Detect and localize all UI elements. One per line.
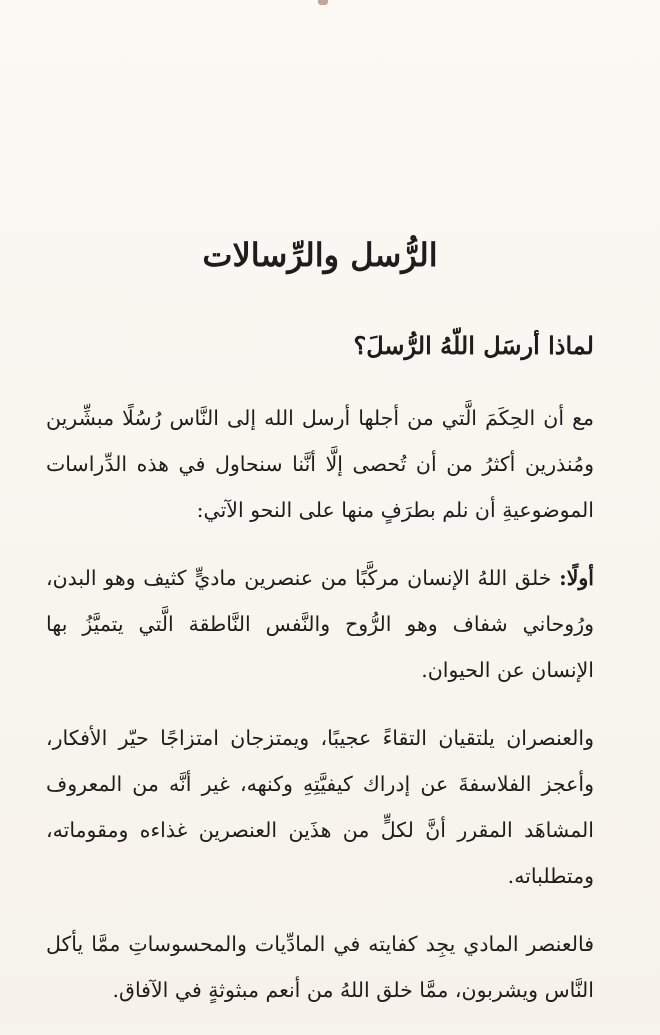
paragraph-2-text: خلق اللهُ الإنسان مركَّبًا من عنصرين ماديٍّ كثيف وهو البدن، ورُوحاني شفاف وهو الرُّوح والنَّفس النَّاطقة الَّتي يتميَّزُ بها الإنسان عن الحيوان. xyxy=(46,566,594,683)
section-heading: لماذا أرسَل اللّهُ الرُّسلَ؟ xyxy=(353,331,594,361)
chapter-title: الرُّسل والرِّسالات xyxy=(202,236,438,274)
paragraph-4-text: فالعنصر المادي يجِد كفايته في المادِّيات والمحسوساتِ ممَّا يأكل النَّاس ويشربون، ممَّا خلق اللهُ من أنعم مبثوثةٍ في الآفاق. xyxy=(46,932,594,1003)
paragraph-1-text: مع أن الحِكَمَ الَّتي من أجلها أرسل الله إلى النَّاس رُسُلًا مبشِّرين ومُنذرين أكثرُ من أن تُحصى إلَّا أنَّنا سنحاول في هذه الدِّراسات الموضوعيةِ أن نلم بطرَفٍ منها على النحو الآتي: xyxy=(46,406,594,523)
paragraph-2-lead: أولًا: xyxy=(559,566,594,591)
page-top-mark xyxy=(318,0,328,5)
page-content xyxy=(46,236,594,1035)
paragraph-3 xyxy=(46,715,594,899)
paragraph-2 xyxy=(46,555,594,693)
paragraph-1 xyxy=(46,395,594,533)
paragraph-4 xyxy=(46,921,594,1013)
paragraph-3-text: والعنصران يلتقيان التقاءً عجيبًا، ويمتزجان امتزاجًا حيّر الأفكار، وأعجز الفلاسفةَ عن إدراك كيفيَّتِهِ وكنهه، غير أنَّه من المعروف المشاهَد المقرر أنَّ لكلٍّ من هذَين العنصرين غذاءه ومقوماته، ومتطلباته. xyxy=(46,726,594,889)
